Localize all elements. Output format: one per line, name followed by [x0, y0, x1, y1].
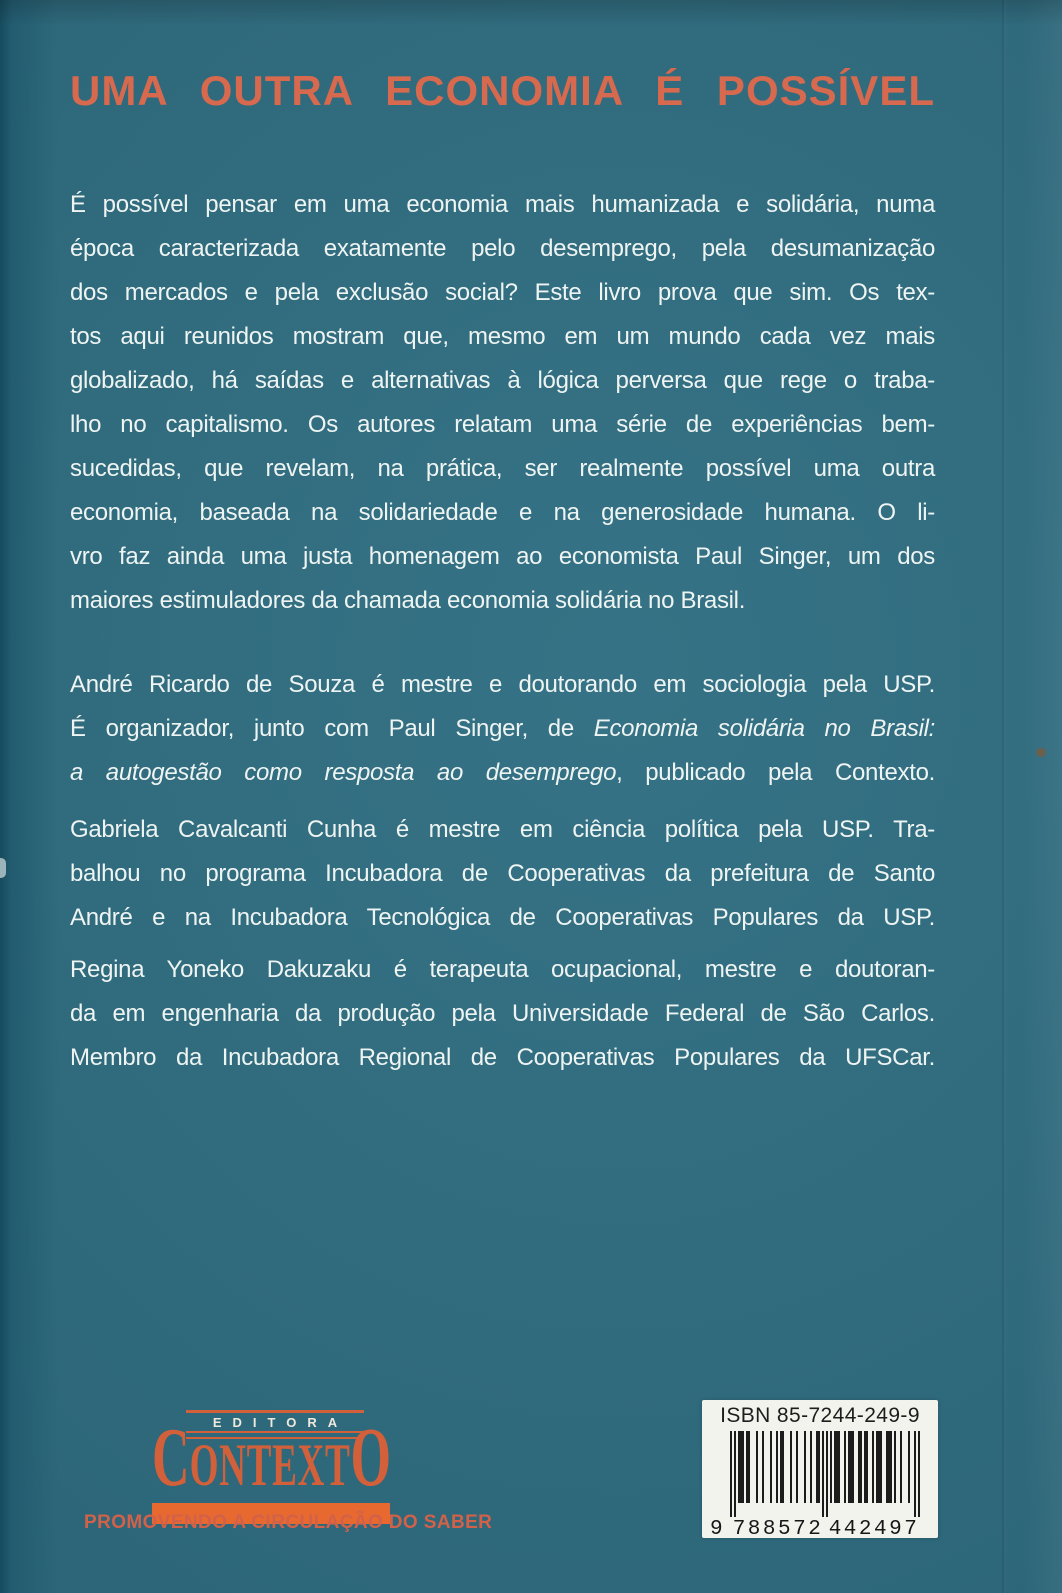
bio-text: balhou no programa Incubadora de Cooperativas da prefeitura de Santo: [70, 860, 935, 887]
bio-text-italic: a autogestão como resposta ao desemprego: [70, 759, 617, 786]
cover-edge-fleck: [0, 858, 6, 878]
bio-line: [70, 751, 935, 795]
author-bio-andre: [70, 663, 935, 795]
bio-line: [70, 707, 935, 751]
isbn-barcode-box: [702, 1400, 938, 1538]
editora-imprint-strip: [186, 1410, 364, 1439]
bio-line: [70, 852, 935, 896]
synopsis-line: sucedidas, que revelam, na prática, ser realmente possível uma outra: [70, 455, 935, 482]
bio-line: [70, 1036, 935, 1080]
bio-text: André Ricardo de Souza é mestre e doutorando em sociologia pela USP.: [70, 671, 935, 698]
barcode-digits-right: 442497: [828, 1518, 920, 1539]
publisher-name-middle: ONTEXT: [189, 1432, 351, 1498]
publisher-name-initial: C: [152, 1411, 190, 1504]
bio-line: [70, 992, 935, 1036]
synopsis-line: maiores estimuladores da chamada economia solidária no Brasil.: [70, 587, 746, 614]
publisher-tagline: PROMOVENDO A CIRCULAÇÃO DO SABER: [84, 1512, 493, 1533]
editora-label: EDITORA: [212, 1415, 349, 1430]
bio-text-italic: Economia solidária no Brasil:: [593, 715, 936, 742]
author-bio-gabriela: [70, 808, 935, 940]
bio-text: da em engenharia da produção pela Universidade Federal de São Carlos.: [70, 1000, 935, 1027]
bio-line: [70, 948, 935, 992]
publisher-logo: [152, 1410, 390, 1524]
bio-text: É organizador, junto com Paul Singer, de: [70, 715, 594, 742]
bio-text: Membro da Incubadora Regional de Cooperativas Populares da UFSCar.: [70, 1044, 935, 1071]
ean-barcode-bars: [730, 1431, 920, 1517]
synopsis-line: economia, baseada na solidariedade e na generosidade humana. O li-: [70, 499, 935, 526]
synopsis-line: lho no capitalismo. Os autores relatam uma série de experiências bem-: [70, 411, 935, 438]
publisher-name-final: O: [350, 1411, 391, 1504]
author-bio-regina: [70, 948, 935, 1080]
logo-rule-lines: [186, 1431, 364, 1439]
synopsis: [70, 183, 935, 623]
bio-text: André e na Incubadora Tecnológica de Cooperativas Populares da USP.: [70, 904, 935, 931]
synopsis-line: vro faz ainda uma justa homenagem ao economista Paul Singer, um dos: [70, 543, 935, 570]
cover-speck: [1036, 748, 1046, 757]
ean-barcode: [708, 1429, 932, 1539]
barcode-digits-left: 788572: [732, 1518, 824, 1539]
isbn-label: ISBN 85-7244-249-9: [720, 1404, 920, 1427]
cover-crease: [1002, 0, 1004, 1593]
synopsis-line: dos mercados e pela exclusão social? Este livro prova que sim. Os tex-: [70, 279, 935, 306]
synopsis-line: tos aqui reunidos mostram que, mesmo em um mundo cada vez mais: [70, 323, 935, 350]
book-title: UMA OUTRA ECONOMIA É POSSÍVEL: [70, 67, 935, 114]
bio-text: , publicado pela Contexto.: [616, 759, 935, 786]
bio-line: [70, 896, 935, 940]
synopsis-line: época caracterizada exatamente pelo desemprego, pela desumanização: [70, 235, 935, 262]
synopsis-line: É possível pensar em uma economia mais humanizada e solidária, numa: [70, 191, 935, 218]
bio-text: Regina Yoneko Dakuzaku é terapeuta ocupacional, mestre e doutoran-: [70, 956, 935, 983]
barcode-digit-first: 9: [710, 1518, 726, 1539]
synopsis-line: globalizado, há saídas e alternativas à lógica perversa que rege o traba-: [70, 367, 935, 394]
bio-line: [70, 663, 935, 707]
bio-text: Gabriela Cavalcanti Cunha é mestre em ciência política pela USP. Tra-: [70, 816, 935, 843]
bio-line: [70, 808, 935, 852]
